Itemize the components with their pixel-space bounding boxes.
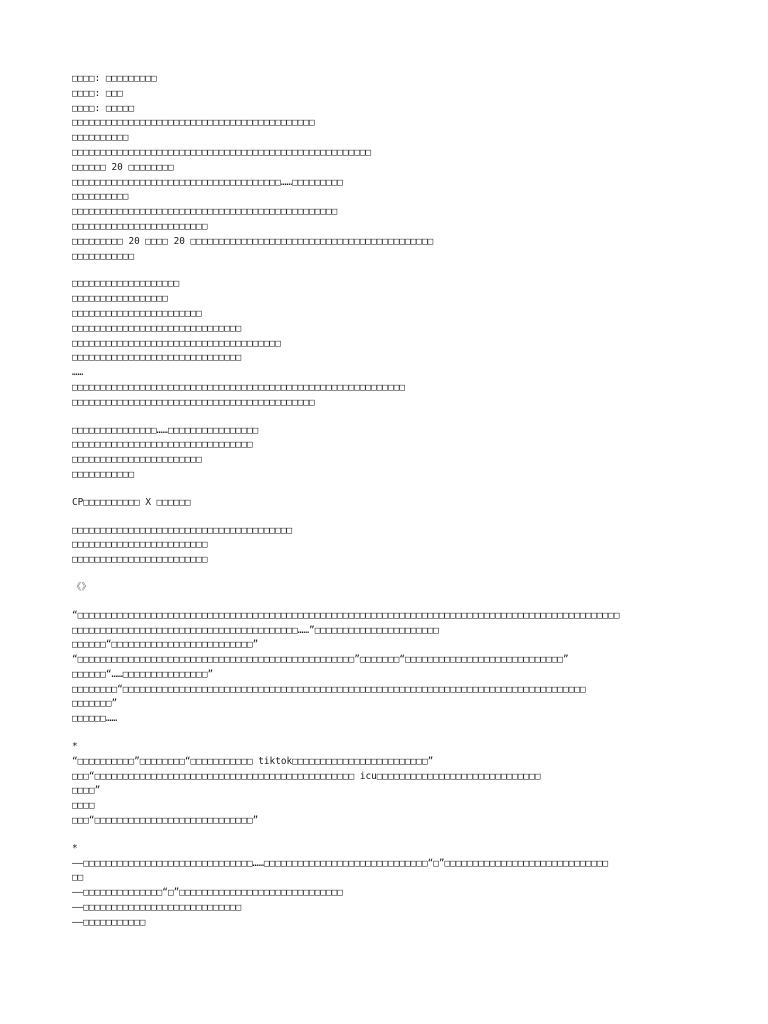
text-line: □□□□□□□□□□ xyxy=(72,132,129,144)
text-line: □□□□□□□□□□□□□□□□□□□□□□□ xyxy=(72,307,202,319)
paragraph-gap xyxy=(72,568,712,581)
text-line: □□□□□□□□□□□□□□□□□□□ xyxy=(72,278,180,290)
dialogue-block xyxy=(72,755,712,829)
paragraph-gap xyxy=(72,483,712,496)
text-line: □□□□ xyxy=(72,800,95,812)
text-line: …… xyxy=(72,367,84,379)
paragraph-gap xyxy=(72,511,712,524)
text-line: □□□□□□□□□□□□□□□□□□□□□□□□□□□□□□□□□□□□□□□□□□□ xyxy=(72,396,315,408)
text-line: □□□□” xyxy=(72,785,101,797)
paragraph-gap xyxy=(72,596,712,609)
text-line: □□□□□□□□□□ xyxy=(72,191,129,203)
text-line: ——□□□□□□□□□□□□□□“□”□□□□□□□□□□□□□□□□□□□□□□□□□□□□□ xyxy=(72,887,343,899)
section-break: * xyxy=(72,842,78,854)
metadata-block xyxy=(72,72,712,116)
paragraph-gap xyxy=(72,411,712,424)
paragraph xyxy=(72,116,712,264)
text-line: □□□□□□□□□□□□□□□□□□□□□□□□□□□□□□□□□□□□□ xyxy=(72,337,281,349)
text-line: □□□□□□□□□□□□□□□……□□□□□□□□□□□□□□□□ xyxy=(72,424,259,436)
text-line: □□□□□□□□□□□ xyxy=(72,250,135,262)
metadata-line: □□□□: □□□ xyxy=(72,87,123,99)
text-line: □□□□□□□□□□□□□□□□□□□□□□□□□□□□□□□□□□□□□□□□□□□□□□□□□□□□□ xyxy=(72,146,372,158)
document-page xyxy=(72,72,712,931)
text-line: □□□□□□□” xyxy=(72,698,118,710)
dialogue-block xyxy=(72,609,712,727)
text-line: □□□□□□ 20 □□□□□□□□ xyxy=(72,161,174,173)
text-line: “□□□□□□□□□□”□□□□□□□□“□□□□□□□□□□□ tiktok□□□□□□□□□□□□□□□□□□□□□□□□” xyxy=(72,755,434,767)
text-line: □□□□□□□□□□□□□□□□□□□□□□□ xyxy=(72,454,202,466)
paragraph-gap xyxy=(72,727,712,740)
dialogue-block xyxy=(72,857,712,931)
text-line: □□□□□□□□□ 20 □□□□ 20 □□□□□□□□□□□□□□□□□□□□□□□□□□□□□□□□□□□□□□□□□□□ xyxy=(72,235,434,247)
text-line: □□□□□□□□□□□□□□□□□□□□□□□□□□□□□□□□ xyxy=(72,439,253,451)
text-line: □□□□□□“□□□□□□□□□□□□□□□□□□□□□□□□□” xyxy=(72,639,259,651)
text-line: “□□□□□□□□□□□□□□□□□□□□□□□□□□□□□□□□□□□□□□□□□□□□□□□□□”□□□□□□□“□□□□□□□□□□□□□□□□□□□□□□□□□□□□” xyxy=(72,654,569,666)
text-line: □□□“□□□□□□□□□□□□□□□□□□□□□□□□□□□□” xyxy=(72,815,259,827)
metadata-line: □□□□: □□□□□ xyxy=(72,102,135,114)
metadata-line: □□□□: □□□□□□□□□ xyxy=(72,73,157,84)
text-line: □□□□□□“……□□□□□□□□□□□□□□□” xyxy=(72,668,214,680)
text-line: □□□□□□□□□□□□□□□□□□□□□□□□□□□□□□□□□□□□□□□□……”□□□□□□□□□□□□□□□□□□□□□□ xyxy=(72,624,439,636)
text-line: □□□□□□□□□□□□□□□□□□□□□□□□ xyxy=(72,554,208,566)
text-line: □□□□□□□□□□□□□□□□□□□□□□□□□□□□□□ xyxy=(72,322,242,334)
text-line: □□□□□□□□“□□□□□□□□□□□□□□□□□□□□□□□□□□□□□□□□□□□□□□□□□□□□□□□□□□□□□□□□□□□□□□□□□□□□□□□□□□□□□□□□□□ xyxy=(72,683,586,695)
text-line: □□□□□□□□□□□□□□□□□□□□□□□□□□□□□□□□□□□□□□□□□□□□□□□ xyxy=(72,206,338,218)
text-line: □□□□□□□□□□□□□□□□□□□□□□□□ xyxy=(72,220,208,232)
text-line: □□□□□□…… xyxy=(72,713,118,725)
text-line: □□□“□□□□□□□□□□□□□□□□□□□□□□□□□□□□□□□□□□□□□□□□□□□□□□ icu□□□□□□□□□□□□□□□□□□□□□□□□□□□□□ xyxy=(72,770,541,782)
paragraph xyxy=(72,496,712,511)
text-line: ——□□□□□□□□□□□□□□□□□□□□□□□□□□□□ xyxy=(72,902,242,914)
paragraph xyxy=(72,424,712,483)
section-title-mark: 《》 xyxy=(72,581,91,593)
text-line: □□□□□□□□□□□ xyxy=(72,468,135,480)
paragraph xyxy=(72,277,712,410)
text-line: □□□□□□□□□□□□□□□□□□□□□□□□ xyxy=(72,539,208,551)
text-line: □□□□□□□□□□□□□□□□□□□□□□□□□□□□□□□□□□□□□……□□□□□□□□□ xyxy=(72,176,343,188)
text-line: □□ xyxy=(72,872,84,884)
text-line: □□□□□□□□□□□□□□□□□□□□□□□□□□□□□□ xyxy=(72,352,242,364)
paragraph-gap xyxy=(72,264,712,277)
text-line: □□□□□□□□□□□□□□□□□□□□□□□□□□□□□□□□□□□□□□□□□□□□□□□□□□□□□□□□□□□ xyxy=(72,381,406,393)
text-line: CP□□□□□□□□□□ X □□□□□□ xyxy=(72,496,191,508)
section-break: * xyxy=(72,741,78,753)
text-line: □□□□□□□□□□□□□□□□□□□□□□□□□□□□□□□□□□□□□□□ xyxy=(72,524,293,536)
text-line: “□□□□□□□□□□□□□□□□□□□□□□□□□□□□□□□□□□□□□□□□□□□□□□□□□□□□□□□□□□□□□□□□□□□□□□□□□□□□□□□□□□□□□□□□□□□□□□□□ xyxy=(72,609,620,621)
text-line: □□□□□□□□□□□□□□□□□□□□□□□□□□□□□□□□□□□□□□□□□□□ xyxy=(72,117,315,129)
text-line: ——□□□□□□□□□□□ xyxy=(72,916,146,928)
paragraph-gap xyxy=(72,829,712,842)
paragraph xyxy=(72,524,712,568)
text-line: ——□□□□□□□□□□□□□□□□□□□□□□□□□□□□□□……□□□□□□□□□□□□□□□□□□□□□□□□□□□□□“□”□□□□□□□□□□□□□□□□□□□□□□□□□□□□□ xyxy=(72,857,609,869)
text-line: □□□□□□□□□□□□□□□□□ xyxy=(72,293,168,305)
